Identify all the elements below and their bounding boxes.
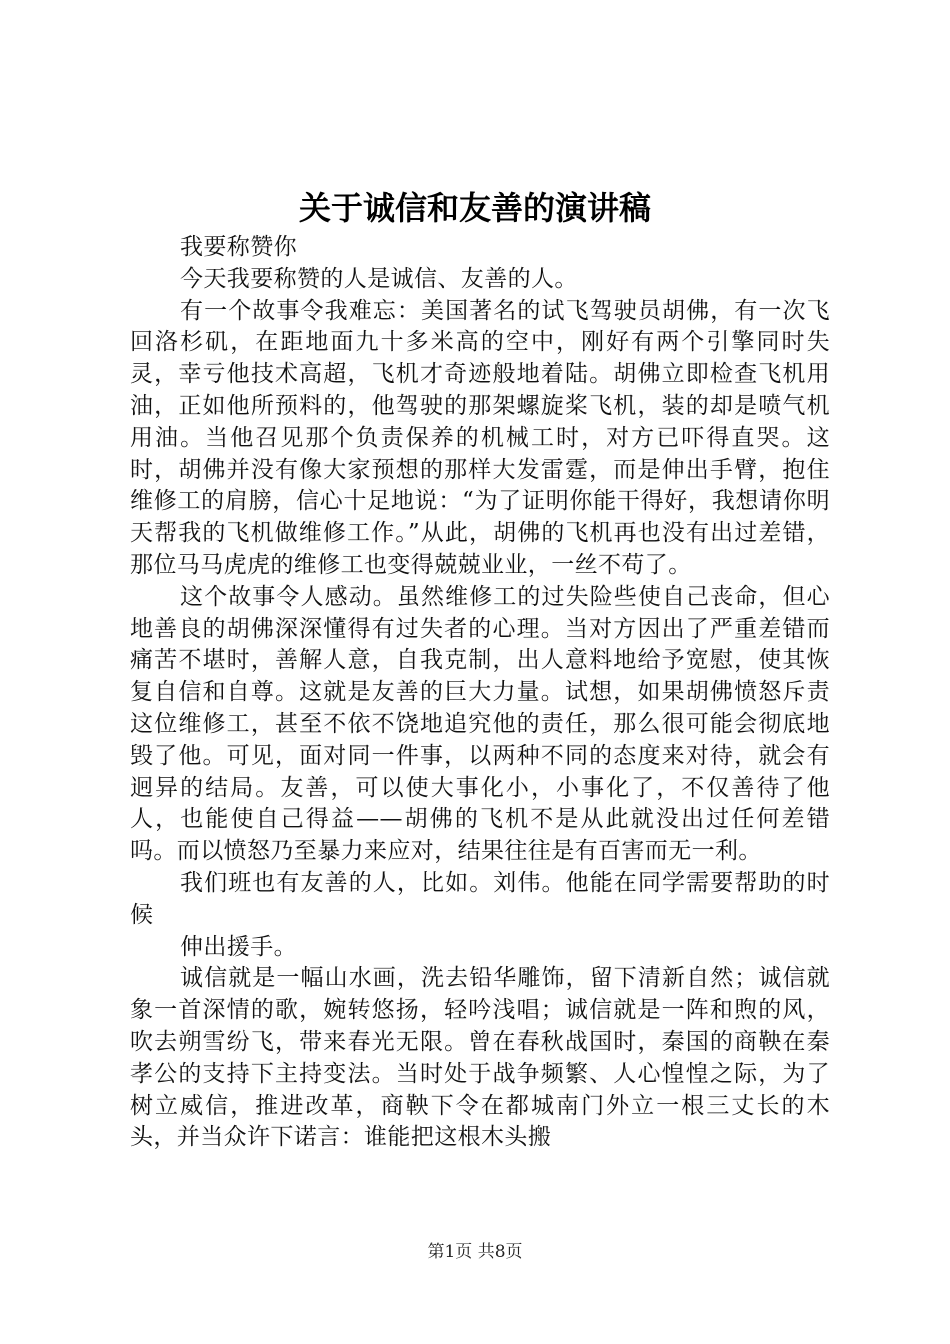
- paragraph-4: 这个故事令人感动。虽然维修工的过失险些使自己丧命，但心地善良的胡佛深深懂得有过失者的心理。当对方因出了严重差错而痛苦不堪时，善解人意，自我克制，出人意料地给予宽慰，使其恢复自信和自尊。这就是友善的巨大力量。试想，如果胡佛愤怒斥责这位维修工，甚至不依不饶地追究他的责任，那么很可能会彻底地毁了他。可见，面对同一件事，以两种不同的态度来对待，就会有迥异的结局。友善，可以使大事化小，小事化了，不仅善待了他人，也能使自己得益——胡佛的飞机不是从此就没出过任何差错吗。而以愤怒乃至暴力来应对，结果往往是有百害而无一利。: [130, 583, 830, 865]
- page-footer: 第1页 共8页: [427, 1242, 523, 1262]
- paragraph-3: 有一个故事令我难忘：美国著名的试飞驾驶员胡佛，有一次飞回洛杉矶，在距地面九十多米高的空中，刚好有两个引擎同时失灵，幸亏他技术高超，飞机才奇迹般地着陆。胡佛立即检查飞机用油，正如他所预料的，他驾驶的那架螺旋桨飞机，装的却是喷气机用油。当他召见那个负责保养的机械工时，对方已吓得直哭。这时，胡佛并没有像大家预想的那样大发雷霆，而是伸出手臂，抱住维修工的肩膀，信心十足地说：“为了证明你能干得好，我想请你明天帮我的飞机做维修工作。”从此，胡佛的飞机再也没有出过差错，那位马马虎虎的维修工也变得兢兢业业，一丝不苟了。: [130, 297, 830, 578]
- page-title: 关于诚信和友善的演讲稿: [298, 189, 651, 227]
- document-body: [130, 232, 830, 1154]
- paragraph-6: 伸出援手。: [180, 933, 297, 960]
- paragraph-5: 我们班也有友善的人，比如。刘伟。他能在同学需要帮助的时候: [130, 869, 830, 928]
- paragraph-2: 今天我要称赞的人是诚信、友善的人。: [180, 265, 578, 292]
- paragraph-7: 诚信就是一幅山水画，洗去铅华雕饰，留下清新自然；诚信就象一首深情的歌，婉转悠扬，轻吟浅唱；诚信就是一阵和煦的风，吹去朔雪纷飞，带来春光无限。曾在春秋战国时，秦国的商鞅在秦孝公的支持下主持变法。当时处于战争频繁、人心惶惶之际，为了树立威信，推进改革，商鞅下令在都城南门外立一根三丈长的木头，并当众许下诺言：谁能把这根木头搬: [130, 965, 830, 1151]
- paragraph-1: 我要称赞你: [180, 234, 297, 260]
